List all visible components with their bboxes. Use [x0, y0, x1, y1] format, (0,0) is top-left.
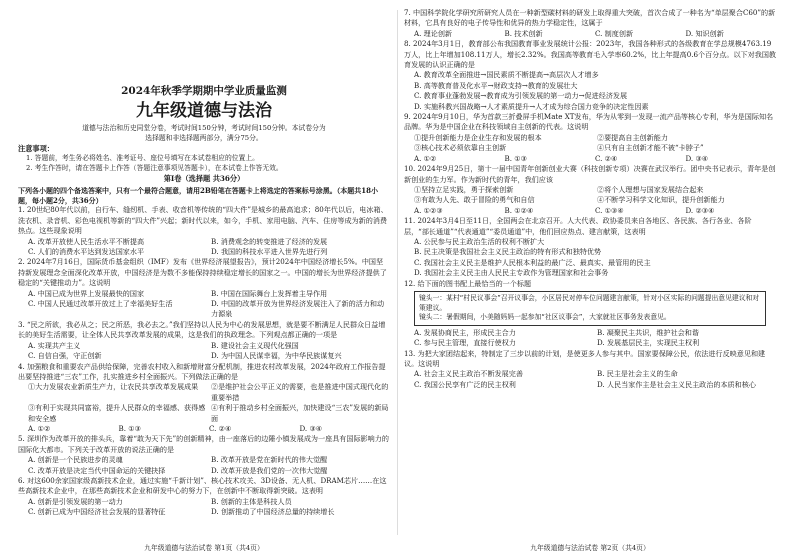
statement-item: ②要提高自主创新能力 [597, 132, 668, 142]
question-stem: 7. 中国科学院化学研究所研究人员在一种新型碳材料的研发上取得重大突破，首次合成了一种名为“单层聚合C60”的新材料，它具有良好的电子传导性和优异的热力学稳定性，这属于 [404, 8, 776, 28]
answer-option: A. 教育改革全面推进→国民素质不断提高→高层次人才增多 [414, 70, 599, 80]
statement-list [404, 185, 776, 206]
answer-option: B. ①③ [118, 423, 141, 433]
page-two [404, 8, 776, 543]
question-stem: 10. 2024年9月25日，第十一届中国青年创新创业大赛（科技创新专项）决赛在武汉举行。团中央书记表示，青年是创新创业的生力军。作为新时代的青年，我们应该 [404, 164, 776, 184]
question-item [18, 205, 390, 257]
question-item [404, 216, 776, 278]
answer-option: D. ②③④ [685, 205, 715, 215]
answer-options [18, 341, 390, 362]
answer-option: D. 知识创新 [685, 28, 724, 38]
answer-option: C. 改革开放是决定当代中国命运的关键抉择 [28, 465, 166, 475]
answer-option: A. 社会主义民主政治不断发展完善 [414, 369, 523, 379]
answer-option: A. ①②③ [414, 205, 443, 215]
exam-title: 2024年秋季学期期中学业质量监测 [121, 85, 287, 97]
answer-option: D. 人民当家作主是社会主义民主政治的本质和核心 [597, 379, 756, 389]
subject-title: 九年级道德与法治 [136, 101, 272, 121]
question-stem: 9. 2024年9月10日，华为首款三折叠屏手机Mate XT发布，华为从零到一发现一流产品等核心专利，华为是国际知名品牌。华为是中国企业在科技领域自主创新的代表。这说明 [404, 112, 774, 132]
scenario-box [414, 291, 766, 326]
page-divider [397, 10, 398, 535]
answer-option: B. ①③ [504, 153, 527, 163]
answer-option: D. 为中国人民谋幸福，为中华民族谋复兴 [211, 351, 342, 361]
answer-option: B. ①②④ [504, 205, 534, 215]
statement-item: ④只有自主创新才能不被“卡脖子” [597, 143, 704, 153]
statement-item: ④有利于推动乡村全面振兴，加快建设“三农”发展的新局面 [211, 403, 389, 423]
answer-options [404, 70, 776, 112]
question-stem: 1. 20世纪80年代以前，自行车、缝纫机、手表、收音机等传统的“四大件”是城乡的最高追求；80年代以后，电冰箱、洗衣机、录音机、彩色电视机等新的“四大件”兴起；新时代以来，如今，手机、家用电脑、汽车、住房等成为新的消费热点。这些现象说明 [18, 205, 388, 236]
answer-option: D. ③④ [685, 153, 709, 163]
scenario-line: 镜头二：暑假期间，小美随妈妈一起参加“社区议事会”，大家就社区事务发表意见。 [419, 313, 671, 322]
answer-option: D. ③④ [299, 423, 323, 433]
answer-option: C. 自信自强，守正创新 [28, 351, 102, 361]
statement-item: ②将个人理想与国家发展结合起来 [597, 184, 704, 194]
answer-option: D. 发展基层民主，实现民主权利 [597, 338, 700, 348]
statement-item: ③有利于实现共同富裕，提升人民群众的幸福感、获得感和安全感 [28, 403, 206, 423]
answer-options [18, 455, 390, 476]
answer-option: B. 建设社会主义现代化强国 [211, 340, 299, 350]
question-list [18, 205, 390, 517]
question-item [18, 257, 390, 319]
answer-options [404, 29, 776, 39]
answer-options [404, 154, 776, 164]
answer-option: D. 改革开放是我们党的一次伟大觉醒 [211, 465, 328, 475]
answer-options [404, 206, 776, 216]
question-stem: 6. 对这600余家国家级高新技术企业，通过实施“千新计划”、核心技术攻关、3D设备、无人机、DRAM芯片……在这些高新技术企业中，在那些高新技术企业和研发中心的努力下，在创新中不断取得新突破。这表明 [18, 475, 387, 496]
answer-option: C. 人们的消费水平达到发达国家水平 [28, 247, 145, 257]
page-footer: 九年级道德与法治试卷 第2页（共4页） [530, 544, 650, 552]
intro-line-1: 道德与法治和历史同堂分卷，考试时间150分钟，考试时间150分钟。本试卷分为 [82, 124, 326, 132]
statement-item: ①大力发展农业新质生产力，让农民共享改革发展成果 [28, 382, 199, 392]
question-list [404, 8, 776, 390]
instructions: 下列各小题的四个备选答案中，只有一个最符合题意，请用2B铅笔在答题卡上将选定的答案标号涂黑。（本题共18小题，每小题2分，共36分） [18, 185, 379, 205]
question-stem: 3. “民之所欲，我必从之；民之所恶，我必去之。”我们坚持以人民为中心的发展思想，就是要不断满足人民群众日益增长的美好生活需要，让全体人民共享改革发展的成果，这是我们的执政理念。下列观点都正确的一项是 [18, 319, 386, 340]
question-stem: 11. 2024年3月4日至11日，全国两会在北京召开。人大代表、政协委员来自各地区、各民族、各行各业、各阶层，“部长通道”“代表通道”“委员通道”中，他们回应热点、建言献策，这表明 [404, 216, 752, 236]
question-item [404, 279, 776, 349]
statement-item: ④不断学习科学文化知识，提升创新能力 [597, 195, 725, 205]
note-item: 1. 答题前，考生务必将姓名、准考证号、座位号填写在本试卷相应的位置上。 [26, 154, 259, 163]
question-item [18, 362, 390, 435]
answer-option: A. 改革开放使人民生活水平不断提高 [28, 236, 145, 246]
answer-option: C. 我国公民享有广泛的民主权利 [414, 379, 516, 389]
notes-title: 注意事项： [18, 144, 54, 153]
question-stem: 8. 2024年3月1日，教育部公布我国教育事业发展统计公报：2023年，我国各种形式的各级教育在学总规模4763.19万人，比上年增加108.11万人，增长2.32%。我国高等教育毛入学率60.2%，比上年提高0.6个百分点。以下对我国教育发展的认识正确的是 [404, 39, 776, 70]
answer-option: A. ①② [414, 153, 437, 163]
question-item [404, 349, 776, 391]
section-heading: 第Ⅰ卷（选择题 共36分） [163, 174, 245, 184]
statement-list [18, 382, 390, 424]
answer-option: C. 我国社会主义民主是维护人民根本利益的最广泛、最真实、最管用的民主 [414, 257, 651, 267]
answer-option: C. 创新已成为中国经济社会发展的显著特征 [28, 507, 166, 517]
statement-item: ②是维护社会公平正义的需要，也是推进中国式现代化的重要举措 [211, 382, 389, 402]
answer-option: A. ①② [28, 423, 51, 433]
answer-option: C. 制度创新 [595, 28, 634, 38]
question-item [404, 164, 776, 216]
answer-option: C. ②④ [595, 153, 618, 163]
page-one [18, 8, 390, 543]
statement-list [404, 133, 776, 154]
answer-option: C. ①③④ [595, 205, 624, 215]
answer-option: A. 公民参与民主政治生活的权利不断扩大 [414, 236, 545, 246]
answer-option: D. 我国的科技水平进入世界先进行列 [211, 247, 328, 257]
answer-option: C. 教育事业蓬勃发展→教育成为引领发展的第一动力→促进经济发展 [414, 91, 628, 101]
answer-option: D. 实施科教兴国战略→人才素质提升→人才成为综合国力竞争的决定性因素 [414, 101, 649, 111]
question-item [404, 8, 776, 39]
answer-option: A. 创新是一个民族进步的灵魂 [28, 455, 123, 465]
question-stem: 5. 深圳作为改革开放的排头兵，靠着“敢为天下先”的创新精神，由一座落后的边陲小镇发展成为一座具有国际影响力的国际化大都市。下列关于改革开放的说法正确的是 [18, 434, 389, 454]
answer-option: B. 凝聚民主共识，维护社会和谐 [597, 327, 699, 337]
answer-option: D. 中国的改革开放为世界经济发展注入了新的活力和动力源泉 [211, 299, 385, 319]
statement-item: ③有敢为人先、敢于冒险的勇气和自信 [414, 195, 535, 205]
statement-item: ③核心技术必须依靠自主创新 [414, 143, 507, 153]
intro-line-2: 选择题和非选择题两部分，满分75分。 [145, 133, 263, 142]
answer-option: B. 中国在国际舞台上发挥着主导作用 [211, 288, 328, 298]
answer-option: B. 民主是社会主义的生命 [597, 369, 678, 379]
answer-option: B. 高等教育普及化水平→财政支持→教育的发展壮大 [414, 80, 578, 90]
answer-option: B. 民主决策是我国社会主义民主政治的特有形式和独特优势 [414, 247, 602, 257]
statement-item: ①提升创新能力是企业生存和发展的根本 [414, 132, 542, 142]
question-item [18, 320, 390, 362]
answer-option: A. 实现共产主义 [28, 340, 81, 350]
answer-option: B. 消费观念的转变推进了经济的发展 [211, 236, 328, 246]
answer-option: B. 改革开放是党在新时代的伟大觉醒 [211, 455, 328, 465]
question-stem: 2. 2024年7月16日，国际货币基金组织（IMF）发布《世界经济展望报告》，预计2024年中国经济增长5%。中国坚持新发展理念全面深化改革开放，中国经济是为数不多能保持持续稳定增长的国家之一。中国的增长为世界经济提供了稳定的“关键推动力”。这说明 [18, 257, 387, 288]
question-item [18, 476, 390, 518]
answer-option: B. 技术创新 [504, 28, 543, 38]
answer-options [404, 328, 776, 349]
statement-item: ①坚持立足实践，勇于探索创新 [414, 184, 514, 194]
answer-option: C. 参与民主管理，直接行使权力 [414, 338, 516, 348]
answer-options [18, 497, 390, 518]
question-stem: 13. 为把大家团结起来，特制定了三步以前的计划，是使更多人参与其中。国家要保障公民，依法进行反映意见和建议。这说明 [404, 348, 766, 368]
answer-option: A. 发展协商民主，形成民主合力 [414, 327, 516, 337]
answer-option: C. 中国人民通过改革开放过上了幸福美好生活 [28, 299, 173, 309]
question-stem: 4. 加强粮食和重要农产品供给保障，完善农村收入和新增财富分配机制，推进农村改革发展，2024年政府工作报告提出要坚持推进“三农”工作，扎实推进乡村全面振兴。下列做法正确的是 [18, 361, 386, 381]
question-item [18, 434, 390, 476]
answer-option: A. 创新是引领发展的第一动力 [28, 496, 123, 506]
answer-option: B. 创新的主体是科技人员 [211, 496, 292, 506]
question-stem: 12. 给下面的图书配上最恰当的一个标题 [404, 278, 532, 288]
answer-option: D. 创新推动了中国经济总量的持续增长 [211, 507, 335, 517]
question-item [404, 112, 776, 164]
answer-options [18, 289, 390, 320]
answer-options [404, 237, 776, 279]
question-item [404, 39, 776, 112]
answer-option: C. ②④ [209, 423, 232, 433]
answer-options [404, 369, 776, 390]
answer-option: A. 理论创新 [414, 28, 453, 38]
answer-option: D. 我国社会主义民主由人民民主专政作为管理国家和社会事务 [414, 268, 609, 278]
answer-option: A. 中国已成为世界上发展最快的国家 [28, 288, 145, 298]
answer-options [18, 424, 390, 434]
answer-options [18, 237, 390, 258]
page-footer: 九年级道德与法治试卷 第1页（共4页） [144, 544, 264, 552]
scenario-line: 镜头一：某村“村民议事会”召开议事会，小区居民对停车位问题建言献策，针对小区实际的问题提出意见建议和对策建议。 [419, 293, 760, 312]
note-item: 2. 考生作答时，请在答题卡上作答（答题注意事项见答题卡），在本试卷上作答无效。 [26, 163, 283, 172]
